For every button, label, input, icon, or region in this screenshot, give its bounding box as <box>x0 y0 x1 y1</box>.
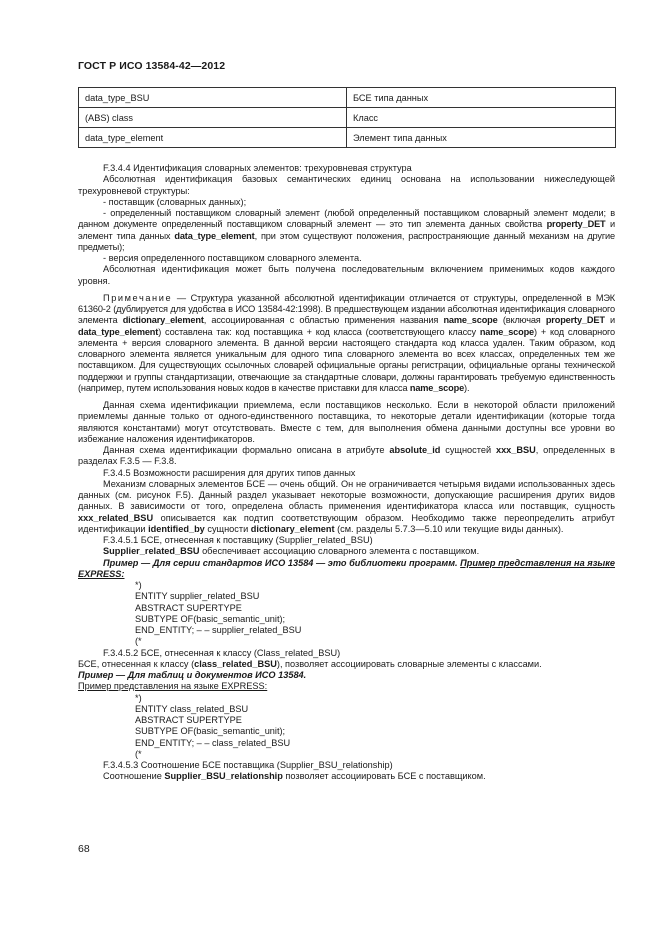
text-run: , определенных в разделах F.3.5 — F.3.8. <box>78 445 615 467</box>
text-run: Данная схема идентификации формально описана в атрибуте <box>103 445 390 455</box>
text-run: ). <box>464 382 470 393</box>
bold-term: property_DET <box>545 315 605 326</box>
paragraph: Данная схема идентификации приемлема, если поставщиков несколько. Если в некоторой области приложений приемлемы данные только от одного-единственного поставщика, то некоторые детали идентификации (которые тогда являются константами) могут отсутствовать. Вместе с тем, для выполнения обмена данными доступны все уровни во избежание наложения идентификаторов. <box>78 400 615 444</box>
code-line: ABSTRACT SUPERTYPE <box>135 715 242 725</box>
note-paragraph <box>78 293 615 394</box>
text-run: ) + код словарного элемента + версия словарного элемента. В данной версии настоящего стандарта код класса удален. Таким образом, код словарного элемента является уникальным для одного типа словарного элемента во всех классах, определенных тем же поставщиком. Для существующих ссылочных словарей официальные органы регистрации, официальные органы технической поддержки и группы стандартизации, отвечающие за стандартные словари, должны гарантировать требуемую единственность (например, путем использования новых кодов в качестве приставки для класса <box>78 326 615 393</box>
table-row <box>79 108 616 128</box>
text-run: Соотношение <box>103 771 165 782</box>
note-label: Примечание <box>103 292 173 303</box>
code-line: END_ENTITY; – – class_related_BSU <box>135 737 291 748</box>
code-line: ENTITY class_related_BSU <box>135 703 249 714</box>
list-item: - поставщик (словарных данных); <box>103 196 247 207</box>
table-cell: (ABS) class <box>79 108 347 128</box>
table-cell: Элемент типа данных <box>347 128 616 148</box>
example-label: Пример — Для серии стандартов ИСО 13584 — это библиотеки программ. <box>103 557 458 568</box>
example-label: Пример — Для таблиц и документов ИСО 13584. <box>78 670 307 680</box>
express-code-block <box>78 580 615 648</box>
text-run: Механизм словарных элементов БСЕ — очень общий. Он не ограничивается четырьмя видами использованных здесь данных (см. рисунок F.5). Данный раздел указывает некоторые возможности, допускающие расширения других видов данных. В зависимости от того, определена область применения идентификатора класса или поставщик, сущность <box>78 478 615 512</box>
bold-term: name_scope <box>479 326 535 337</box>
bold-term: class_related_BSU <box>194 658 277 669</box>
bold-term: dictionary_element <box>250 523 335 534</box>
paragraph <box>78 771 615 782</box>
text-run: (включая <box>497 315 546 326</box>
paragraph: Абсолютная идентификация базовых семантических единиц основана на использовании нижеследующей трехуровневой структуры: <box>78 174 615 196</box>
list-item <box>78 208 615 253</box>
text-run: (см. разделы 5.7.3—5.10 или текущие виды данных). <box>334 523 564 534</box>
code-line: *) <box>135 580 142 590</box>
section-heading: F.3.4.4 Идентификация словарных элементов: трехуровневая структура <box>103 163 412 173</box>
text-run: позволяет ассоциировать БСЕ с поставщиком. <box>282 771 486 782</box>
section-heading: F.3.4.5.3 Соотношение БСЕ поставщика (Supplier_BSU_relationship) <box>103 760 393 770</box>
bold-term: absolute_id <box>389 445 441 455</box>
document-header: ГОСТ Р ИСО 13584-42—2012 <box>78 60 226 72</box>
bold-term: identified_by <box>148 523 205 534</box>
bold-term: xxx_BSU <box>495 445 536 455</box>
text-run: и <box>604 315 616 326</box>
text-run: БСЕ, отнесенная к классу ( <box>78 658 195 669</box>
code-line: (* <box>135 748 142 759</box>
bold-term: dictionary_element <box>122 315 204 326</box>
code-line: SUBTYPE OF(basic_semantic_unit); <box>135 726 286 737</box>
text-run: — Структура указанной абсолютной идентификации отличается от структуры, определенной в МЭК 61360-2 (дублируется для удобства в ИСО 13584-42:1998). В предшествующем издании абсолютная идентификация словарного элемента <box>78 292 615 326</box>
text-run: ), позволяет ассоциировать словарные элементы с классами. <box>276 658 542 669</box>
document-body <box>78 163 615 783</box>
text-run: сущностей <box>440 445 496 455</box>
text-run: сущности <box>204 523 251 534</box>
paragraph <box>78 479 615 535</box>
code-line: ABSTRACT SUPERTYPE <box>135 602 242 613</box>
text-run: обеспечивает ассоциацию словарного элемента с поставщиком. <box>199 546 480 557</box>
section-heading: F.3.4.5.1 БСЕ, отнесенная к поставщику (Supplier_related_BSU) <box>103 535 373 545</box>
table-row <box>79 88 616 108</box>
table-cell: data_type_BSU <box>79 88 347 108</box>
page-number: 68 <box>78 843 90 855</box>
section-heading: F.3.4.5.2 БСЕ, отнесенная к классу (Class_related_BSU) <box>103 647 341 658</box>
bold-term: data_type_element <box>78 326 159 337</box>
table-cell: data_type_element <box>79 128 347 148</box>
code-line: SUBTYPE OF(basic_semantic_unit); <box>135 613 286 624</box>
table-cell: БСЕ типа данных <box>347 88 616 108</box>
section-heading: F.3.4.5 Возможности расширения для других типов данных <box>103 467 356 478</box>
code-line: ENTITY supplier_related_BSU <box>135 591 260 602</box>
table-row <box>79 128 616 148</box>
example-express-label: Пример представления на языке EXPRESS: <box>78 681 268 692</box>
bold-term: Supplier_BSU_relationship <box>164 771 283 782</box>
paragraph: Абсолютная идентификация может быть получена последовательным включением применимых кодов каждого уровня. <box>78 264 615 286</box>
paragraph <box>78 659 615 670</box>
bold-term: property_DET <box>546 219 606 230</box>
bold-term: name_scope <box>409 382 465 393</box>
bold-term: xxx_related_BSU <box>78 512 154 523</box>
example-paragraph <box>78 558 615 581</box>
text-run: ) составлена так: код поставщика + код класса (соответствующего классу <box>158 326 480 337</box>
paragraph <box>78 445 615 468</box>
text-run: описывается как подтип соответствующим образом. Необходимо также переопределить атрибут идентификации <box>78 512 615 534</box>
text-run: , ассоциированная с областью применения названия <box>203 315 444 326</box>
text-run: , при этом существуют положения, распространяющие данный механизм на другие предметы); <box>78 230 615 252</box>
table-cell: Класс <box>347 108 616 128</box>
text-run: и элемент типа данных <box>78 219 615 241</box>
terms-table <box>78 87 616 148</box>
express-code-block <box>78 693 615 761</box>
example-express-label: Пример представления на языке EXPRESS: <box>78 557 615 579</box>
code-line: END_ENTITY; – – supplier_related_BSU <box>135 625 302 635</box>
bold-term: data_type_element <box>174 230 255 241</box>
list-item: - версия определенного поставщиком словарного элемента. <box>103 253 362 263</box>
bold-term: name_scope <box>443 315 498 326</box>
code-line: (* <box>135 636 142 647</box>
text-run: - определенный поставщиком словарный элемент (любой определенный поставщиком словарный элемент модели; в данном документе определенный поставщиком словарный элемент — это тип элемента данных свойства <box>78 208 615 230</box>
paragraph <box>78 546 615 557</box>
code-line: *) <box>135 692 142 703</box>
bold-term: Supplier_related_BSU <box>103 546 200 557</box>
